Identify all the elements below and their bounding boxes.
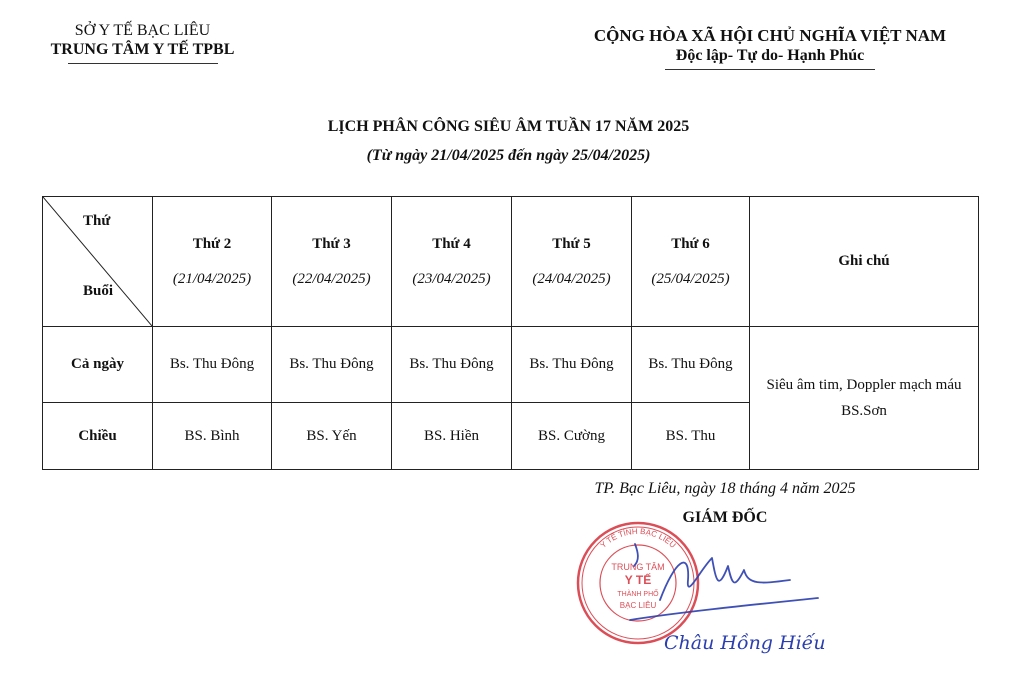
corner-day-label: Thứ [83, 213, 111, 229]
day-header: Thứ 3 (22/04/2025) [272, 197, 392, 327]
svg-text:Y TẾ TỈNH BẠC LIÊU: Y TẾ TỈNH BẠC LIÊU [598, 526, 678, 550]
motto-underline [665, 69, 875, 70]
document-title: LỊCH PHÂN CÔNG SIÊU ÂM TUẦN 17 NĂM 2025 [327, 118, 690, 135]
table-row [43, 327, 979, 403]
note-cell [750, 327, 979, 470]
agency-header [20, 22, 265, 64]
table-cell: Bs. Thu Đông [632, 327, 750, 403]
signature-icon [620, 540, 820, 630]
day-header: Thứ 2 (21/04/2025) [153, 197, 272, 327]
svg-text:TRUNG TÂM: TRUNG TÂM [611, 562, 665, 572]
table-cell: Bs. Thu Đông [272, 327, 392, 403]
note-line: BS.Sơn [841, 403, 887, 419]
signer-name: Châu Hồng Hiếu [664, 632, 826, 654]
signer-title: GIÁM ĐỐC [682, 509, 768, 526]
national-header [560, 26, 980, 70]
row-label: Cả ngày [43, 327, 153, 403]
day-header: Thứ 6 (25/04/2025) [632, 197, 750, 327]
day-header: Thứ 5 (24/04/2025) [512, 197, 632, 327]
note-header: Ghi chú [750, 197, 979, 327]
corner-session-label: Buổi [83, 283, 114, 299]
table-cell: BS. Yến [272, 403, 392, 470]
table-cell: Bs. Thu Đông [512, 327, 632, 403]
svg-text:BẠC LIÊU: BẠC LIÊU [619, 601, 657, 610]
ministry-line: SỞ Y TẾ BẠC LIÊU [74, 22, 211, 39]
table-cell: BS. Hiền [392, 403, 512, 470]
svg-text:THÀNH PHỐ: THÀNH PHỐ [617, 591, 659, 598]
table-header-row [43, 197, 979, 327]
table-cell: Bs. Thu Đông [392, 327, 512, 403]
day-header: Thứ 4 (23/04/2025) [392, 197, 512, 327]
place-date: TP. Bạc Liêu, ngày 18 tháng 4 năm 2025 [594, 480, 856, 497]
corner-cell [43, 197, 153, 327]
republic-line: CỘNG HÒA XÃ HỘI CHỦ NGHĨA VIỆT NAM [593, 26, 947, 45]
table-cell: Bs. Thu Đông [153, 327, 272, 403]
table-cell: BS. Cường [512, 403, 632, 470]
motto-line: Độc lập- Tự do- Hạnh Phúc [675, 47, 865, 64]
row-label: Chiều [43, 403, 153, 470]
header-underline [68, 63, 218, 64]
schedule-table [42, 196, 979, 470]
table-cell: BS. Thu [632, 403, 750, 470]
document-subtitle: (Từ ngày 21/04/2025 đến ngày 25/04/2025) [366, 147, 651, 164]
svg-text:Y TẾ: Y TẾ [624, 573, 652, 587]
table-cell: BS. Bình [153, 403, 272, 470]
center-line: TRUNG TÂM Y TẾ TPBL [50, 41, 235, 58]
note-line: Siêu âm tim, Doppler mạch máu [766, 377, 962, 393]
